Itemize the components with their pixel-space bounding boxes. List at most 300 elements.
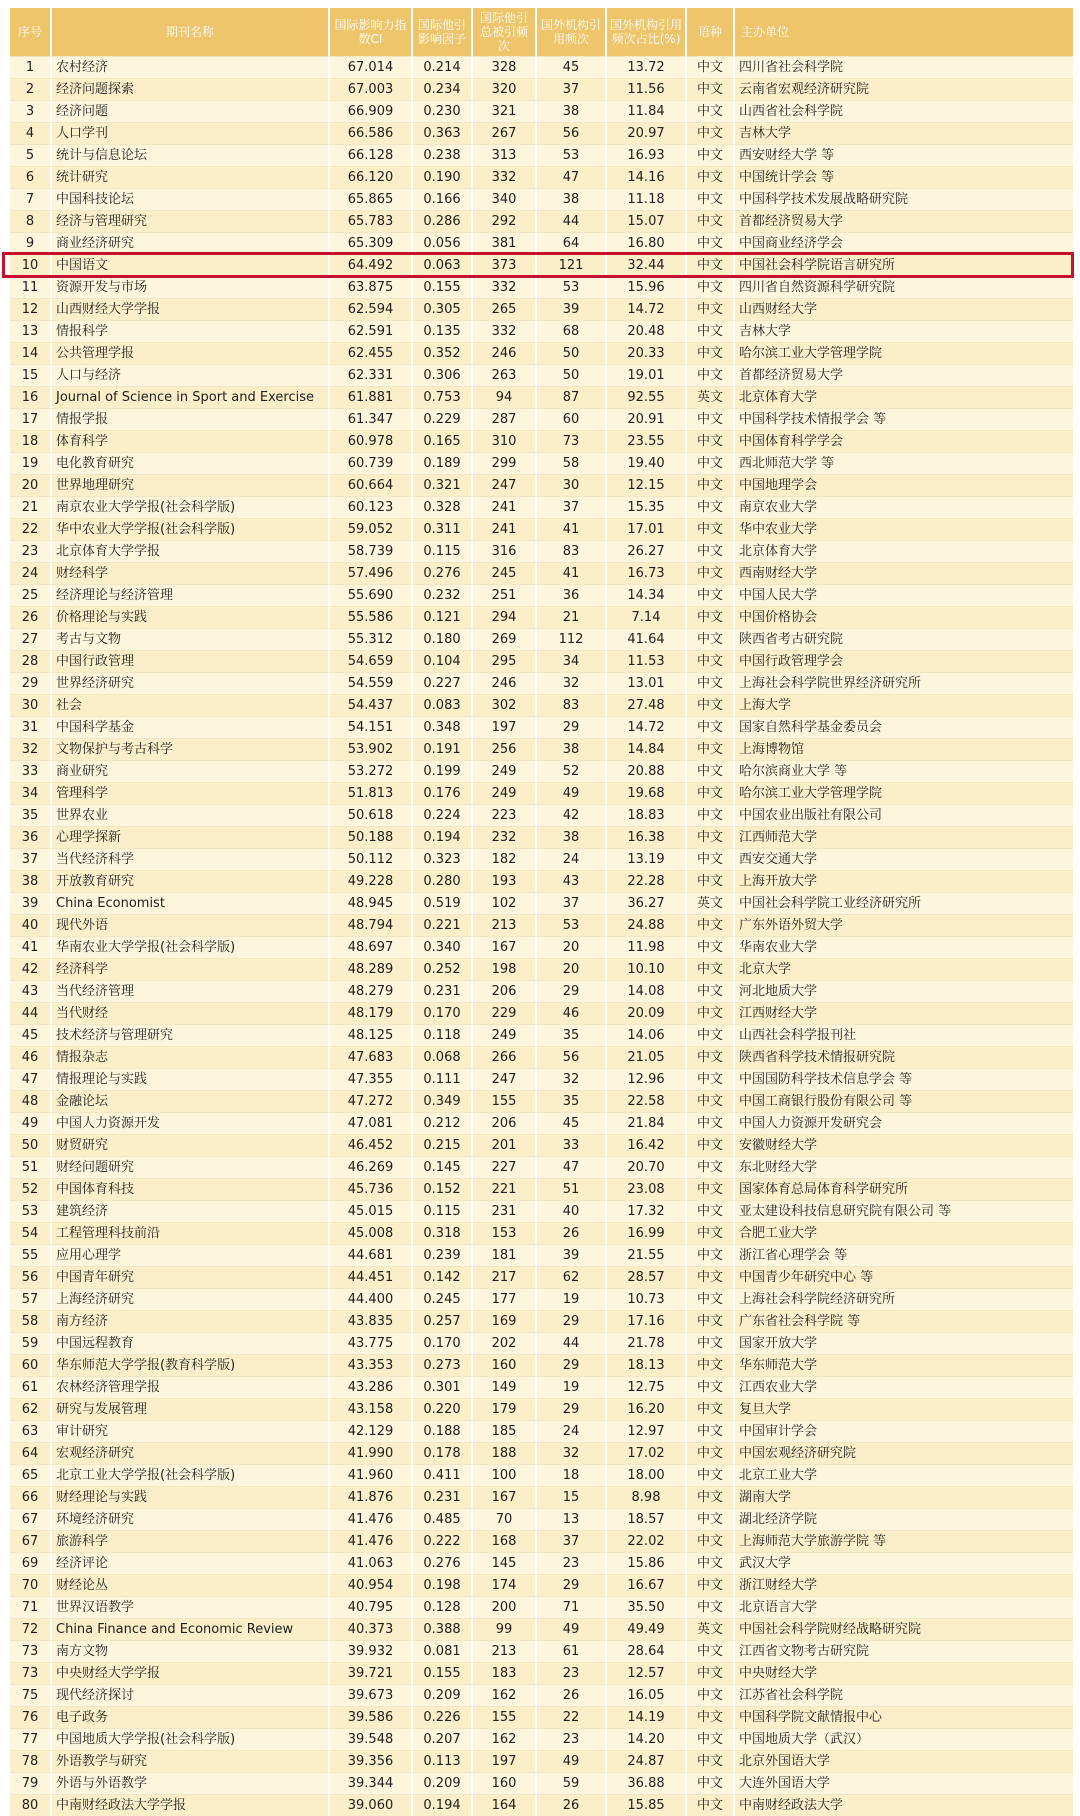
- cell-ci-index: 43.353: [330, 1354, 413, 1376]
- cell-language: 中文: [687, 958, 735, 980]
- cell-sponsor: 复旦大学: [735, 1398, 1073, 1420]
- cell-total-citations: 223: [473, 804, 537, 826]
- cell-journal-name: 经济问题: [52, 100, 330, 122]
- cell-total-citations: 102: [473, 892, 537, 914]
- cell-foreign-ratio: 14.84: [607, 738, 687, 760]
- cell-language: 中文: [687, 1662, 735, 1684]
- cell-foreign-citations: 26: [537, 1794, 607, 1816]
- cell-foreign-ratio: 19.68: [607, 782, 687, 804]
- cell-journal-name: 经济与管理研究: [52, 210, 330, 232]
- cell-journal-name: 世界汉语教学: [52, 1596, 330, 1618]
- cell-impact-factor: 0.226: [413, 1706, 473, 1728]
- cell-journal-name: 南方文物: [52, 1640, 330, 1662]
- cell-language: 中文: [687, 56, 735, 78]
- cell-language: 中文: [687, 1486, 735, 1508]
- cell-total-citations: 167: [473, 1486, 537, 1508]
- cell-ci-index: 40.954: [330, 1574, 413, 1596]
- cell-sponsor: 哈尔滨工业大学管理学院: [735, 342, 1073, 364]
- cell-sponsor: 中国人民大学: [735, 584, 1073, 606]
- cell-foreign-ratio: 18.83: [607, 804, 687, 826]
- cell-sponsor: 华中农业大学: [735, 518, 1073, 540]
- cell-foreign-ratio: 36.88: [607, 1772, 687, 1794]
- cell-rank: 27: [10, 628, 52, 650]
- cell-sponsor: 广东外语外贸大学: [735, 914, 1073, 936]
- ranking-table: [10, 8, 1073, 1816]
- cell-foreign-ratio: 13.72: [607, 56, 687, 78]
- header-rank: 序号: [10, 8, 52, 56]
- cell-journal-name: 电化教育研究: [52, 452, 330, 474]
- cell-journal-name: 旅游科学: [52, 1530, 330, 1552]
- table-row: [10, 1024, 1073, 1046]
- cell-ci-index: 40.373: [330, 1618, 413, 1640]
- cell-total-citations: 198: [473, 958, 537, 980]
- cell-language: 中文: [687, 1332, 735, 1354]
- table-row: [10, 1354, 1073, 1376]
- cell-total-citations: 197: [473, 1750, 537, 1772]
- cell-ci-index: 61.347: [330, 408, 413, 430]
- cell-foreign-ratio: 23.08: [607, 1178, 687, 1200]
- cell-impact-factor: 0.485: [413, 1508, 473, 1530]
- cell-language: 中文: [687, 188, 735, 210]
- table-row: [10, 848, 1073, 870]
- cell-foreign-ratio: 20.88: [607, 760, 687, 782]
- table-row: [10, 1640, 1073, 1662]
- cell-impact-factor: 0.152: [413, 1178, 473, 1200]
- cell-impact-factor: 0.388: [413, 1618, 473, 1640]
- cell-ci-index: 48.697: [330, 936, 413, 958]
- cell-ci-index: 57.496: [330, 562, 413, 584]
- cell-rank: 61: [10, 1376, 52, 1398]
- cell-total-citations: 340: [473, 188, 537, 210]
- cell-ci-index: 48.289: [330, 958, 413, 980]
- table-row: [10, 760, 1073, 782]
- cell-journal-name: 当代财经: [52, 1002, 330, 1024]
- cell-foreign-citations: 37: [537, 892, 607, 914]
- cell-language: 中文: [687, 1222, 735, 1244]
- cell-journal-name: 心理学探新: [52, 826, 330, 848]
- cell-language: 中文: [687, 1442, 735, 1464]
- cell-ci-index: 48.279: [330, 980, 413, 1002]
- cell-journal-name: 文物保护与考古科学: [52, 738, 330, 760]
- cell-sponsor: 中国审计学会: [735, 1420, 1073, 1442]
- table-row: [10, 232, 1073, 254]
- cell-impact-factor: 0.170: [413, 1002, 473, 1024]
- cell-foreign-citations: 23: [537, 1728, 607, 1750]
- table-row: [10, 584, 1073, 606]
- cell-total-citations: 247: [473, 1068, 537, 1090]
- cell-ci-index: 45.008: [330, 1222, 413, 1244]
- table-body: [10, 56, 1073, 1816]
- cell-ci-index: 55.312: [330, 628, 413, 650]
- cell-foreign-citations: 38: [537, 100, 607, 122]
- cell-language: 中文: [687, 408, 735, 430]
- cell-foreign-ratio: 12.97: [607, 1420, 687, 1442]
- cell-journal-name: 北京体育大学学报: [52, 540, 330, 562]
- cell-rank: 26: [10, 606, 52, 628]
- cell-foreign-ratio: 24.87: [607, 1750, 687, 1772]
- table-row: [10, 738, 1073, 760]
- cell-rank: 5: [10, 144, 52, 166]
- cell-foreign-citations: 73: [537, 430, 607, 452]
- cell-language: 中文: [687, 584, 735, 606]
- cell-foreign-ratio: 28.57: [607, 1266, 687, 1288]
- cell-sponsor: 上海大学: [735, 694, 1073, 716]
- cell-sponsor: 江苏省社会科学院: [735, 1684, 1073, 1706]
- cell-foreign-citations: 42: [537, 804, 607, 826]
- cell-sponsor: 江西农业大学: [735, 1376, 1073, 1398]
- cell-language: 中文: [687, 1068, 735, 1090]
- cell-language: 中文: [687, 826, 735, 848]
- cell-impact-factor: 0.321: [413, 474, 473, 496]
- cell-journal-name: 经济评论: [52, 1552, 330, 1574]
- cell-ci-index: 65.865: [330, 188, 413, 210]
- cell-language: 英文: [687, 386, 735, 408]
- cell-total-citations: 217: [473, 1266, 537, 1288]
- cell-ci-index: 43.835: [330, 1310, 413, 1332]
- cell-sponsor: 国家自然科学基金委员会: [735, 716, 1073, 738]
- cell-impact-factor: 0.363: [413, 122, 473, 144]
- cell-ci-index: 53.272: [330, 760, 413, 782]
- cell-sponsor: 湖北经济学院: [735, 1508, 1073, 1530]
- cell-rank: 55: [10, 1244, 52, 1266]
- cell-impact-factor: 0.276: [413, 562, 473, 584]
- cell-rank: 25: [10, 584, 52, 606]
- cell-foreign-citations: 26: [537, 1684, 607, 1706]
- cell-total-citations: 310: [473, 430, 537, 452]
- cell-journal-name: 宏观经济研究: [52, 1442, 330, 1464]
- cell-rank: 77: [10, 1728, 52, 1750]
- cell-rank: 8: [10, 210, 52, 232]
- cell-language: 中文: [687, 1376, 735, 1398]
- cell-total-citations: 202: [473, 1332, 537, 1354]
- cell-journal-name: 北京工业大学学报(社会科学版): [52, 1464, 330, 1486]
- cell-ci-index: 45.736: [330, 1178, 413, 1200]
- table-row: [10, 1596, 1073, 1618]
- cell-foreign-ratio: 8.98: [607, 1486, 687, 1508]
- cell-rank: 42: [10, 958, 52, 980]
- cell-ci-index: 44.451: [330, 1266, 413, 1288]
- cell-language: 中文: [687, 1772, 735, 1794]
- table-row: [10, 892, 1073, 914]
- cell-rank: 29: [10, 672, 52, 694]
- table-row: [10, 210, 1073, 232]
- cell-foreign-ratio: 14.20: [607, 1728, 687, 1750]
- table-row: [10, 1112, 1073, 1134]
- cell-ci-index: 60.739: [330, 452, 413, 474]
- table-row: [10, 1090, 1073, 1112]
- cell-ci-index: 39.060: [330, 1794, 413, 1816]
- cell-foreign-ratio: 12.57: [607, 1662, 687, 1684]
- cell-sponsor: 中央财经大学: [735, 1662, 1073, 1684]
- cell-language: 中文: [687, 1574, 735, 1596]
- cell-language: 中文: [687, 1002, 735, 1024]
- header-ci-index: 国际影响力指数CI: [330, 8, 413, 56]
- cell-ci-index: 44.400: [330, 1288, 413, 1310]
- cell-impact-factor: 0.190: [413, 166, 473, 188]
- cell-language: 中文: [687, 276, 735, 298]
- table-row: [10, 650, 1073, 672]
- cell-sponsor: 上海社会科学院经济研究所: [735, 1288, 1073, 1310]
- cell-journal-name: 外语与外语教学: [52, 1772, 330, 1794]
- cell-rank: 16: [10, 386, 52, 408]
- cell-language: 中文: [687, 1420, 735, 1442]
- cell-journal-name: 华中农业大学学报(社会科学版): [52, 518, 330, 540]
- cell-foreign-citations: 46: [537, 1002, 607, 1024]
- cell-sponsor: 中国价格协会: [735, 606, 1073, 628]
- cell-total-citations: 332: [473, 320, 537, 342]
- table-row: [10, 1310, 1073, 1332]
- table-row: [10, 1200, 1073, 1222]
- cell-foreign-citations: 34: [537, 650, 607, 672]
- cell-foreign-citations: 24: [537, 848, 607, 870]
- cell-total-citations: 99: [473, 1618, 537, 1640]
- cell-journal-name: 开放教育研究: [52, 870, 330, 892]
- cell-foreign-ratio: 16.80: [607, 232, 687, 254]
- cell-rank: 33: [10, 760, 52, 782]
- table-row: [10, 122, 1073, 144]
- cell-journal-name: 外语教学与研究: [52, 1750, 330, 1772]
- cell-impact-factor: 0.155: [413, 276, 473, 298]
- cell-foreign-citations: 23: [537, 1662, 607, 1684]
- cell-journal-name: 统计研究: [52, 166, 330, 188]
- header-foreign-ratio: 国外机构引用频次占比(%): [607, 8, 687, 56]
- cell-foreign-citations: 15: [537, 1486, 607, 1508]
- cell-language: 中文: [687, 1728, 735, 1750]
- cell-language: 中文: [687, 980, 735, 1002]
- cell-rank: 21: [10, 496, 52, 518]
- cell-ci-index: 61.881: [330, 386, 413, 408]
- cell-sponsor: 云南省宏观经济研究院: [735, 78, 1073, 100]
- cell-language: 中文: [687, 672, 735, 694]
- cell-impact-factor: 0.273: [413, 1354, 473, 1376]
- cell-impact-factor: 0.349: [413, 1090, 473, 1112]
- cell-sponsor: 中国青少年研究中心 等: [735, 1266, 1073, 1288]
- cell-impact-factor: 0.214: [413, 56, 473, 78]
- cell-foreign-citations: 35: [537, 1024, 607, 1046]
- cell-language: 英文: [687, 1618, 735, 1640]
- table-row: [10, 276, 1073, 298]
- cell-language: 中文: [687, 650, 735, 672]
- cell-language: 中文: [687, 540, 735, 562]
- cell-journal-name: China Finance and Economic Review: [52, 1618, 330, 1640]
- table-row: [10, 1574, 1073, 1596]
- cell-impact-factor: 0.180: [413, 628, 473, 650]
- cell-total-citations: 153: [473, 1222, 537, 1244]
- cell-impact-factor: 0.155: [413, 1662, 473, 1684]
- cell-foreign-ratio: 12.75: [607, 1376, 687, 1398]
- cell-total-citations: 269: [473, 628, 537, 650]
- cell-foreign-citations: 47: [537, 166, 607, 188]
- cell-ci-index: 50.618: [330, 804, 413, 826]
- cell-impact-factor: 0.198: [413, 1574, 473, 1596]
- cell-foreign-ratio: 23.55: [607, 430, 687, 452]
- cell-rank: 58: [10, 1310, 52, 1332]
- table-row: [10, 606, 1073, 628]
- cell-foreign-citations: 32: [537, 1068, 607, 1090]
- cell-rank: 13: [10, 320, 52, 342]
- cell-journal-name: 中国青年研究: [52, 1266, 330, 1288]
- cell-foreign-citations: 37: [537, 496, 607, 518]
- cell-foreign-citations: 50: [537, 342, 607, 364]
- table-row: [10, 1420, 1073, 1442]
- cell-foreign-ratio: 14.34: [607, 584, 687, 606]
- cell-total-citations: 197: [473, 716, 537, 738]
- cell-total-citations: 206: [473, 980, 537, 1002]
- cell-foreign-ratio: 22.58: [607, 1090, 687, 1112]
- cell-journal-name: 技术经济与管理研究: [52, 1024, 330, 1046]
- cell-foreign-citations: 33: [537, 1134, 607, 1156]
- cell-impact-factor: 0.056: [413, 232, 473, 254]
- cell-foreign-ratio: 17.16: [607, 1310, 687, 1332]
- table-row: [10, 1706, 1073, 1728]
- cell-impact-factor: 0.301: [413, 1376, 473, 1398]
- cell-foreign-ratio: 22.28: [607, 870, 687, 892]
- cell-ci-index: 66.120: [330, 166, 413, 188]
- cell-language: 中文: [687, 364, 735, 386]
- cell-sponsor: 中国宏观经济研究院: [735, 1442, 1073, 1464]
- cell-foreign-ratio: 20.91: [607, 408, 687, 430]
- table-row: [10, 936, 1073, 958]
- cell-foreign-ratio: 14.72: [607, 716, 687, 738]
- cell-journal-name: 世界农业: [52, 804, 330, 826]
- cell-journal-name: 财经理论与实践: [52, 1486, 330, 1508]
- cell-foreign-citations: 29: [537, 1398, 607, 1420]
- cell-language: 中文: [687, 1134, 735, 1156]
- cell-ci-index: 62.594: [330, 298, 413, 320]
- table-row: [10, 1002, 1073, 1024]
- cell-total-citations: 160: [473, 1354, 537, 1376]
- cell-foreign-ratio: 18.13: [607, 1354, 687, 1376]
- cell-impact-factor: 0.083: [413, 694, 473, 716]
- cell-sponsor: 华南农业大学: [735, 936, 1073, 958]
- cell-journal-name: 环境经济研究: [52, 1508, 330, 1530]
- cell-total-citations: 182: [473, 848, 537, 870]
- cell-rank: 40: [10, 914, 52, 936]
- cell-ci-index: 48.945: [330, 892, 413, 914]
- cell-impact-factor: 0.276: [413, 1552, 473, 1574]
- cell-language: 英文: [687, 892, 735, 914]
- cell-total-citations: 174: [473, 1574, 537, 1596]
- cell-impact-factor: 0.118: [413, 1024, 473, 1046]
- cell-journal-name: 华东师范大学学报(教育科学版): [52, 1354, 330, 1376]
- cell-foreign-citations: 32: [537, 672, 607, 694]
- cell-ci-index: 65.309: [330, 232, 413, 254]
- cell-total-citations: 168: [473, 1530, 537, 1552]
- table-row: [10, 1772, 1073, 1794]
- cell-foreign-ratio: 11.98: [607, 936, 687, 958]
- cell-journal-name: 情报学报: [52, 408, 330, 430]
- cell-sponsor: 北京工业大学: [735, 1464, 1073, 1486]
- cell-foreign-citations: 60: [537, 408, 607, 430]
- table-row: [10, 562, 1073, 584]
- cell-foreign-citations: 19: [537, 1288, 607, 1310]
- cell-total-citations: 155: [473, 1090, 537, 1112]
- cell-foreign-ratio: 27.48: [607, 694, 687, 716]
- cell-rank: 49: [10, 1112, 52, 1134]
- cell-language: 中文: [687, 78, 735, 100]
- cell-impact-factor: 0.176: [413, 782, 473, 804]
- table-row: [10, 1222, 1073, 1244]
- cell-ci-index: 39.356: [330, 1750, 413, 1772]
- cell-journal-name: 资源开发与市场: [52, 276, 330, 298]
- cell-total-citations: 320: [473, 78, 537, 100]
- cell-total-citations: 229: [473, 1002, 537, 1024]
- cell-sponsor: 中国科学院文献情报中心: [735, 1706, 1073, 1728]
- cell-foreign-citations: 40: [537, 1200, 607, 1222]
- cell-foreign-citations: 52: [537, 760, 607, 782]
- cell-sponsor: 北京外国语大学: [735, 1750, 1073, 1772]
- cell-journal-name: 华南农业大学学报(社会科学版): [52, 936, 330, 958]
- journal-ranking-table: [10, 8, 1073, 1816]
- cell-foreign-ratio: 16.73: [607, 562, 687, 584]
- table-row: [10, 1508, 1073, 1530]
- cell-impact-factor: 0.231: [413, 980, 473, 1002]
- cell-ci-index: 55.586: [330, 606, 413, 628]
- cell-sponsor: 陕西省科学技术情报研究院: [735, 1046, 1073, 1068]
- cell-foreign-ratio: 14.16: [607, 166, 687, 188]
- cell-impact-factor: 0.209: [413, 1772, 473, 1794]
- cell-rank: 66: [10, 1486, 52, 1508]
- table-row: [10, 1442, 1073, 1464]
- cell-foreign-citations: 53: [537, 914, 607, 936]
- cell-sponsor: 中国社会科学院工业经济研究所: [735, 892, 1073, 914]
- cell-rank: 41: [10, 936, 52, 958]
- cell-impact-factor: 0.222: [413, 1530, 473, 1552]
- table-row: [10, 1684, 1073, 1706]
- header-total-citations: 国际他引总被引频次: [473, 8, 537, 56]
- cell-journal-name: 中南财经政法大学学报: [52, 1794, 330, 1816]
- cell-rank: 7: [10, 188, 52, 210]
- cell-foreign-citations: 35: [537, 1090, 607, 1112]
- cell-foreign-ratio: 15.07: [607, 210, 687, 232]
- cell-rank: 18: [10, 430, 52, 452]
- cell-foreign-ratio: 7.14: [607, 606, 687, 628]
- cell-foreign-ratio: 35.50: [607, 1596, 687, 1618]
- cell-rank: 22: [10, 518, 52, 540]
- cell-impact-factor: 0.340: [413, 936, 473, 958]
- cell-impact-factor: 0.121: [413, 606, 473, 628]
- cell-impact-factor: 0.142: [413, 1266, 473, 1288]
- cell-foreign-citations: 53: [537, 144, 607, 166]
- cell-foreign-ratio: 92.55: [607, 386, 687, 408]
- cell-sponsor: 吉林大学: [735, 320, 1073, 342]
- cell-impact-factor: 0.411: [413, 1464, 473, 1486]
- cell-language: 中文: [687, 870, 735, 892]
- table-row: [10, 958, 1073, 980]
- cell-foreign-ratio: 11.53: [607, 650, 687, 672]
- cell-impact-factor: 0.188: [413, 1420, 473, 1442]
- header-foreign-citations: 国外机构引用频次: [537, 8, 607, 56]
- cell-sponsor: 华东师范大学: [735, 1354, 1073, 1376]
- cell-language: 中文: [687, 1200, 735, 1222]
- cell-ci-index: 54.659: [330, 650, 413, 672]
- cell-journal-name: 考古与文物: [52, 628, 330, 650]
- table-row: [10, 298, 1073, 320]
- cell-foreign-citations: 49: [537, 1618, 607, 1640]
- cell-journal-name: 统计与信息论坛: [52, 144, 330, 166]
- cell-total-citations: 206: [473, 1112, 537, 1134]
- cell-foreign-ratio: 19.01: [607, 364, 687, 386]
- cell-total-citations: 321: [473, 100, 537, 122]
- cell-rank: 39: [10, 892, 52, 914]
- cell-total-citations: 249: [473, 760, 537, 782]
- cell-impact-factor: 0.111: [413, 1068, 473, 1090]
- cell-total-citations: 183: [473, 1662, 537, 1684]
- cell-language: 中文: [687, 760, 735, 782]
- cell-rank: 3: [10, 100, 52, 122]
- cell-sponsor: 哈尔滨商业大学 等: [735, 760, 1073, 782]
- cell-rank: 52: [10, 1178, 52, 1200]
